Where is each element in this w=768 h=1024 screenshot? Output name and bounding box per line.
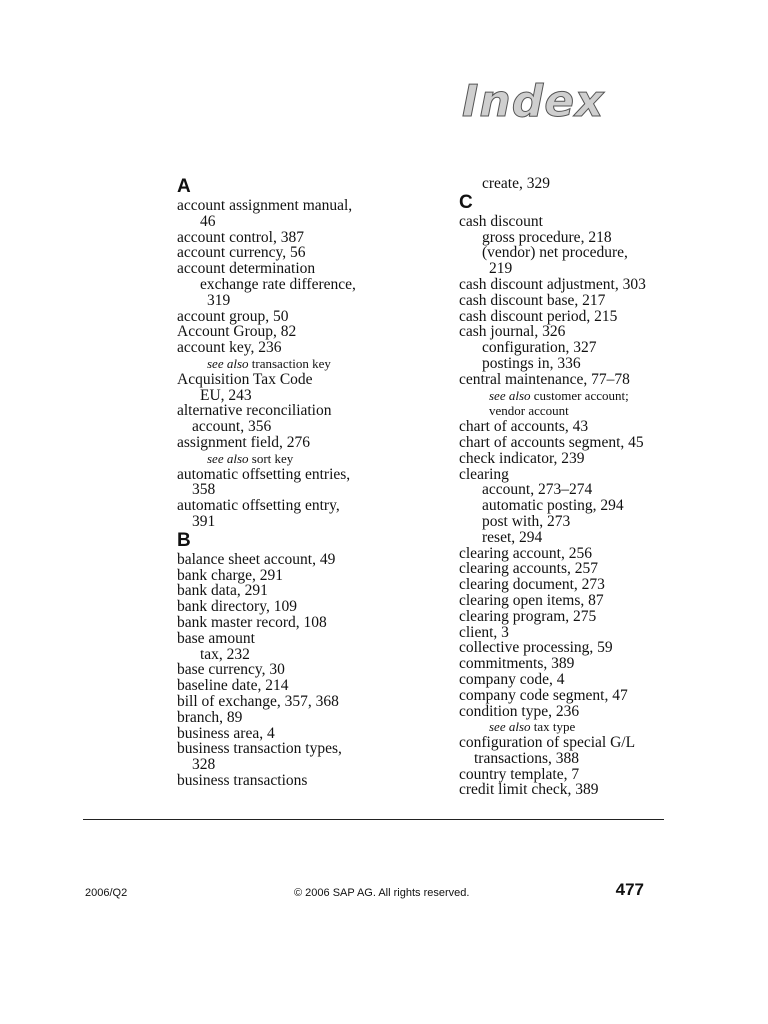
- index-entry: credit limit check, 389: [459, 781, 599, 799]
- index-column-right: [459, 176, 679, 798]
- index-entry: client, 3: [459, 623, 509, 641]
- index-entry: assignment field, 276: [177, 433, 311, 451]
- index-entry: 219: [489, 260, 513, 278]
- index-letter-heading: B: [177, 529, 191, 551]
- index-see-also: [459, 388, 679, 404]
- index-entry: cash journal, 326: [459, 323, 566, 341]
- index-entry: account currency, 56: [177, 244, 306, 262]
- index-see-also: [177, 356, 397, 372]
- index-entry: bill of exchange, 357, 368: [177, 692, 339, 710]
- index-entry: balance sheet account, 49: [177, 550, 336, 568]
- index-entry: condition type, 236: [459, 702, 580, 720]
- index-entry: EU, 243: [200, 386, 252, 404]
- index-entry: 328: [192, 756, 216, 774]
- index-entry: business area, 4: [177, 724, 275, 742]
- index-entry: collective processing, 59: [459, 639, 613, 657]
- index-entry: branch, 89: [177, 708, 243, 726]
- index-letter-heading: A: [177, 176, 191, 197]
- index-entry: tax, 232: [200, 645, 250, 663]
- index-entry: postings in, 336: [482, 354, 581, 372]
- see-also-label: see also: [489, 387, 531, 403]
- index-entry: automatic posting, 294: [482, 497, 624, 515]
- index-entry: configuration of special G/L: [459, 734, 636, 752]
- index-entry: reset, 294: [482, 528, 543, 546]
- index-entry: account control, 387: [177, 228, 304, 246]
- index-entry: account determination: [177, 260, 316, 278]
- see-also-label: see also: [489, 719, 531, 735]
- footer-copyright: © 2006 SAP AG. All rights reserved.: [294, 887, 470, 899]
- index-entry: account group, 50: [177, 307, 289, 325]
- index-entry: 46: [200, 212, 216, 230]
- index-entry: bank charge, 291: [177, 566, 284, 584]
- footer-divider: [83, 819, 664, 820]
- index-entry: bank directory, 109: [177, 598, 297, 616]
- index-entry: company code, 4: [459, 670, 565, 688]
- index-entry: clearing accounts, 257: [459, 560, 599, 578]
- index-entry: bank data, 291: [177, 582, 268, 600]
- index-see-also: [459, 719, 679, 735]
- index-entry: clearing account, 256: [459, 544, 592, 562]
- index-entry: create, 329: [482, 175, 550, 192]
- index-column-left: [177, 176, 397, 789]
- index-entry: clearing document, 273: [459, 576, 605, 594]
- index-entry: chart of accounts, 43: [459, 418, 589, 436]
- index-entry: alternative reconciliation: [177, 402, 332, 420]
- see-also-target: transaction key: [251, 355, 331, 371]
- index-entry: bank master record, 108: [177, 613, 327, 631]
- index-entry: vendor account: [489, 403, 569, 419]
- index-entry: cash discount adjustment, 303: [459, 275, 646, 293]
- index-entry: central maintenance, 77–78: [459, 370, 630, 388]
- index-entry: automatic offsetting entry,: [177, 497, 340, 515]
- page-title: Index: [462, 76, 605, 127]
- index-entry: automatic offsetting entries,: [177, 465, 351, 483]
- index-entry: 319: [207, 291, 231, 309]
- index-entry: clearing open items, 87: [459, 591, 604, 609]
- index-entry: post with, 273: [482, 512, 571, 530]
- page-number: 477: [615, 880, 644, 899]
- see-also-target: customer account;: [533, 387, 629, 403]
- index-entry: Acquisition Tax Code: [177, 370, 313, 388]
- index-entry: gross procedure, 218: [482, 228, 612, 246]
- see-also-target: sort key: [251, 450, 294, 466]
- index-entry: Account Group, 82: [177, 323, 297, 341]
- index-entry: company code segment, 47: [459, 686, 628, 704]
- index-entry: chart of accounts segment, 45: [459, 433, 644, 451]
- index-entry: base currency, 30: [177, 661, 285, 679]
- index-entry: transactions, 388: [474, 749, 580, 767]
- index-entry: business transaction types,: [177, 740, 342, 758]
- index-entry: baseline date, 214: [177, 677, 289, 695]
- index-entry: business transactions: [177, 771, 308, 789]
- index-entry: account, 273–274: [482, 481, 593, 499]
- index-entry: exchange rate difference,: [200, 275, 356, 293]
- index-entry: clearing program, 275: [459, 607, 597, 625]
- footer-edition: 2006/Q2: [85, 887, 128, 899]
- index-entry: commitments, 389: [459, 655, 575, 673]
- index-see-also: [177, 451, 397, 467]
- index-entry: account key, 236: [177, 339, 282, 357]
- index-entry: cash discount period, 215: [459, 307, 618, 325]
- index-letter-heading: C: [459, 191, 473, 213]
- index-entry: 391: [192, 512, 216, 530]
- index-entry: 358: [192, 481, 216, 499]
- index-entry: clearing: [459, 465, 509, 483]
- index-entry: country template, 7: [459, 765, 580, 783]
- see-also-label: see also: [207, 450, 249, 466]
- index-entry: configuration, 327: [482, 339, 597, 357]
- index-entry: (vendor) net procedure,: [482, 244, 628, 262]
- index-entry: cash discount: [459, 212, 543, 230]
- see-also-label: see also: [207, 355, 249, 371]
- see-also-target: tax type: [533, 719, 576, 735]
- index-entry: account, 356: [192, 418, 272, 436]
- index-entry: cash discount base, 217: [459, 291, 606, 309]
- index-entry: base amount: [177, 629, 255, 647]
- index-entry: check indicator, 239: [459, 449, 585, 467]
- index-entry: account assignment manual,: [177, 197, 353, 214]
